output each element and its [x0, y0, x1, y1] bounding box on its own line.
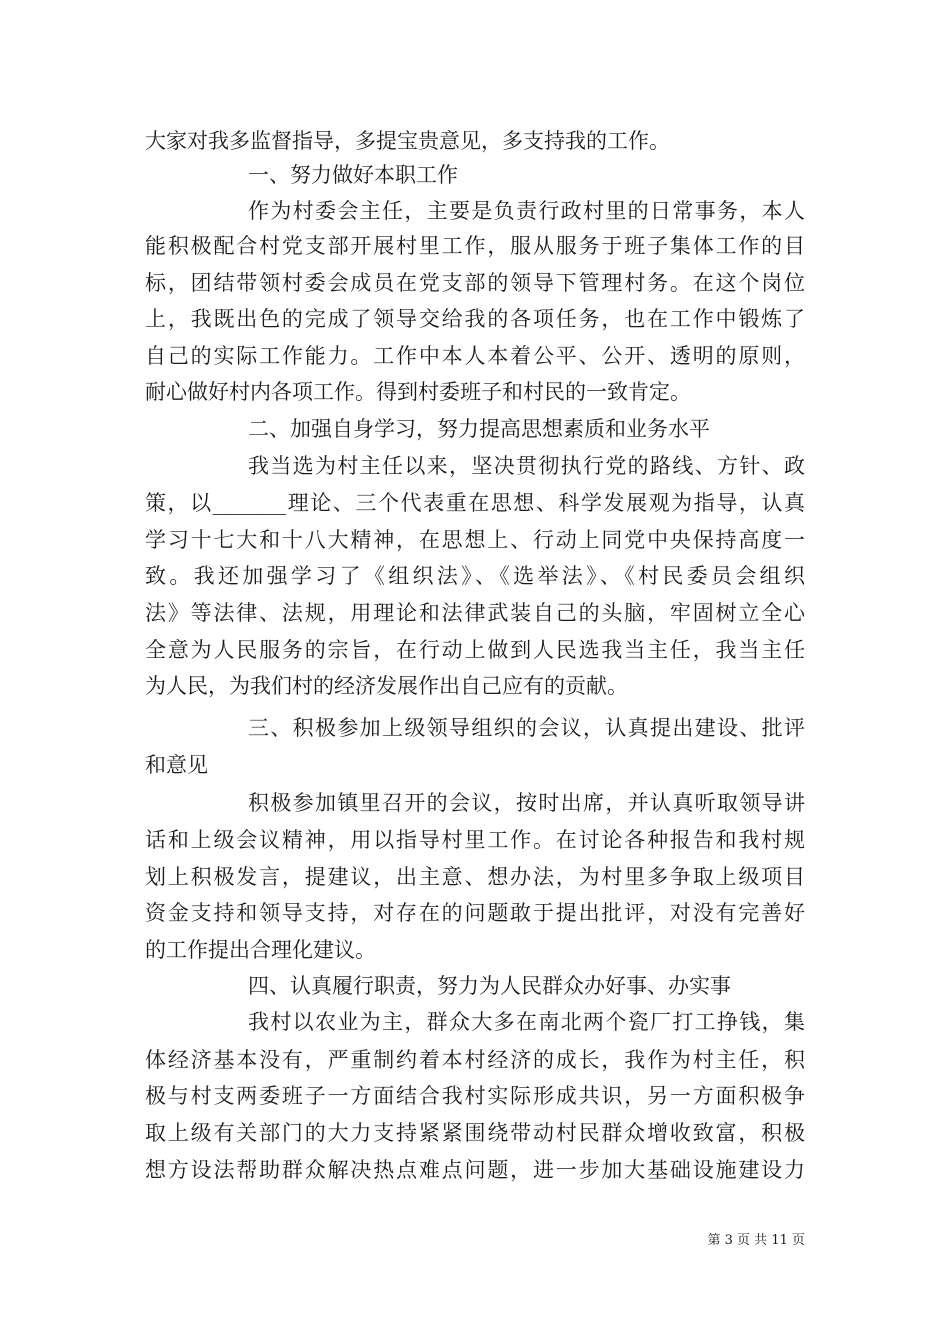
- text-line: 取上级有关部门的大力支持紧紧围绕带动村民群众增收致富，积极: [145, 1121, 805, 1145]
- text-line: 全意为人民服务的宗旨，在行动上做到人民选我当主任，我当主任: [145, 638, 805, 662]
- section-heading: 四、认真履行职责，努力为人民群众办好事、办实事: [248, 974, 731, 998]
- paragraph-first-line: 我当选为村主任以来，坚决贯彻执行党的路线、方针、政: [248, 454, 805, 478]
- text-line: 上，我既出色的完成了领导交给我的各项任务，也在工作中锻炼了: [145, 307, 805, 331]
- text-line: 大家对我多监督指导，多提宝贵意见，多支持我的工作。: [145, 129, 670, 153]
- section-heading-continued: 和意见: [145, 753, 208, 777]
- text-line: 策，以_______理论、三个代表重在思想、科学发展观为指导，认真: [145, 491, 805, 515]
- text-line: 能积极配合村党支部开展村里工作，服从服务于班子集体工作的目: [145, 234, 805, 258]
- section-heading: 一、努力做好本职工作: [248, 163, 458, 187]
- paragraph-first-line: 作为村委会主任，主要是负责行政村里的日常事务，本人: [248, 199, 805, 223]
- text-line: 体经济基本没有，严重制约着本村经济的成长，我作为村主任，积: [145, 1048, 805, 1072]
- text-line: 致。我还加强学习了《组织法》、《选举法》、《村民委员会组织: [145, 564, 805, 588]
- section-heading: 二、加强自身学习，努力提高思想素质和业务水平: [248, 417, 710, 441]
- text-line: 资金支持和领导支持，对存在的问题敢于提出批评，对没有完善好: [145, 901, 805, 925]
- text-line: 法》等法律、法规，用理论和法律武装自己的头脑，牢固树立全心: [145, 601, 805, 625]
- text-line: 想方设法帮助群众解决热点难点问题，进一步加大基础设施建设力: [145, 1158, 805, 1182]
- paragraph-first-line: 我村以农业为主，群众大多在南北两个瓷厂打工挣钱，集: [248, 1010, 805, 1034]
- text-line: 自己的实际工作能力。工作中本人本着公平、公开、透明的原则，: [145, 344, 805, 368]
- text-line: 划上积极发言，提建议，出主意、想办法，为村里多争取上级项目: [145, 865, 805, 889]
- paragraph-first-line: 积极参加镇里召开的会议，按时出席，并认真听取领导讲: [248, 791, 805, 815]
- text-line: 极与村支两委班子一方面结合我村实际形成共识，另一方面积极争: [145, 1084, 805, 1108]
- text-line: 标，团结带领村委会成员在党支部的领导下管理村务。在这个岗位: [145, 271, 805, 295]
- text-line: 话和上级会议精神，用以指导村里工作。在讨论各种报告和我村规: [145, 828, 805, 852]
- section-heading: 三、积极参加上级领导组织的会议，认真提出建设、批评: [248, 716, 805, 740]
- text-line: 学习十七大和十八大精神，在思想上、行动上同党中央保持高度一: [145, 528, 805, 552]
- text-line: 为人民，为我们村的经济发展作出自己应有的贡献。: [145, 674, 628, 698]
- text-line: 的工作提出合理化建议。: [145, 938, 376, 962]
- page-number: 第 3 页 共 11 页: [707, 1233, 805, 1248]
- text-line: 耐心做好村内各项工作。得到村委班子和村民的一致肯定。: [145, 380, 691, 404]
